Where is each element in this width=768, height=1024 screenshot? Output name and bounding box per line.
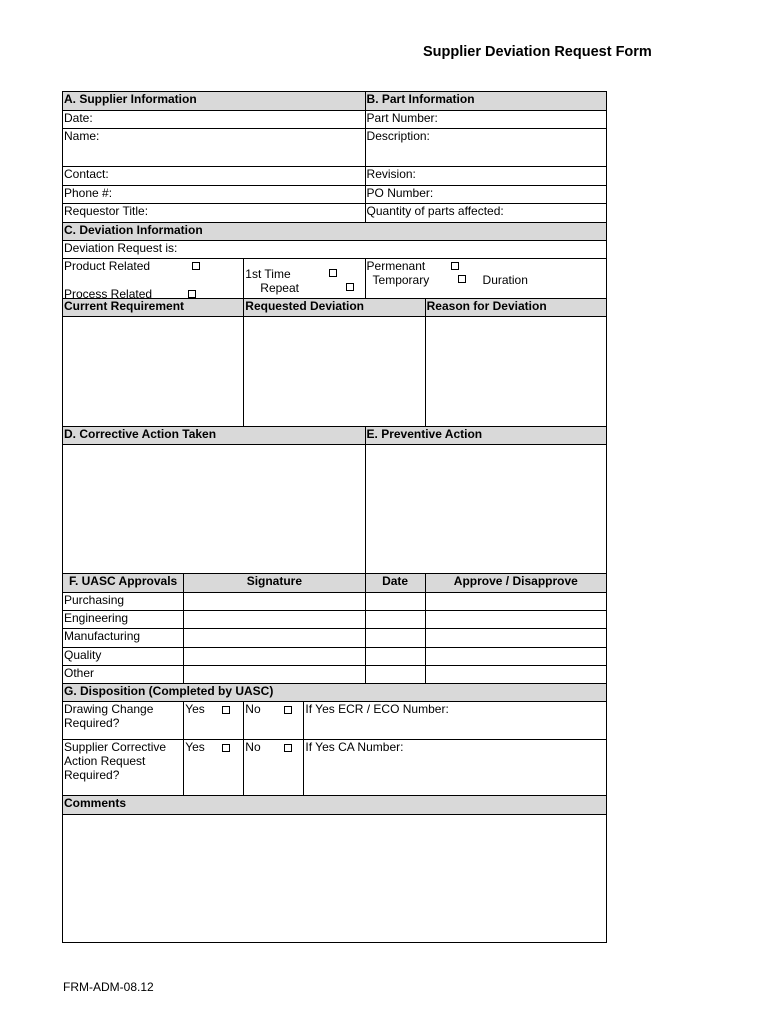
section-d-header: D. Corrective Action Taken [63,427,366,445]
section-g-header: G. Disposition (Completed by UASC) [63,684,607,702]
requestor-title-field[interactable]: Requestor Title: [63,204,366,223]
relation-options-cell [63,259,244,299]
section-e-header: E. Preventive Action [365,427,606,445]
date-field[interactable]: Date: [63,111,366,129]
approve-disapprove-cell[interactable] [425,593,606,611]
supplier-car-yes-checkbox[interactable] [222,744,230,752]
repeat-label: Repeat [260,281,299,295]
form-number: FRM-ADM-08.12 [63,980,154,994]
approval-date-cell[interactable] [365,648,425,666]
duration-label: Duration [482,273,528,287]
permanent-label: Permenant [366,259,426,273]
deviation-form-table [62,91,607,943]
part-number-field[interactable]: Part Number: [365,111,606,129]
yes-label: Yes [185,740,205,754]
approve-disapprove-cell[interactable] [425,611,606,629]
temporary-checkbox[interactable] [458,275,466,283]
permanent-checkbox[interactable] [451,262,459,270]
section-f-header: F. UASC Approvals [63,574,184,593]
preventive-action-area[interactable] [365,445,606,574]
approval-row-label: Manufacturing [63,629,184,648]
temporary-label: Temporary [372,273,430,287]
signature-cell[interactable] [184,629,365,648]
approval-row-label: Other [63,666,184,684]
duration-options-cell [365,259,606,299]
approval-date-cell[interactable] [365,629,425,648]
product-related-checkbox[interactable] [192,262,200,270]
supplier-car-no-cell [244,740,304,796]
signature-cell[interactable] [184,666,365,684]
approval-row-label: Quality [63,648,184,666]
approve-disapprove-cell[interactable] [425,648,606,666]
comments-area[interactable] [63,815,607,943]
signature-cell[interactable] [184,648,365,666]
product-related-label: Product Related [64,259,151,273]
current-requirement-area[interactable] [63,317,244,427]
first-time-label: 1st Time [245,267,291,281]
process-related-checkbox[interactable] [188,290,196,298]
drawing-change-label: Drawing Change Required? [63,702,184,740]
approval-date-cell[interactable] [365,666,425,684]
supplier-car-yes-cell [184,740,244,796]
ca-number-field[interactable]: If Yes CA Number: [304,740,607,796]
drawing-change-no-checkbox[interactable] [284,706,292,714]
corrective-action-area[interactable] [63,445,366,574]
approve-disapprove-cell[interactable] [425,629,606,648]
approval-date-cell[interactable] [365,611,425,629]
no-label: No [245,740,261,754]
section-b-header: B. Part Information [365,92,606,111]
reason-for-deviation-area[interactable] [425,317,606,427]
po-number-field[interactable]: PO Number: [365,186,606,204]
signature-cell[interactable] [184,593,365,611]
signature-cell[interactable] [184,611,365,629]
requested-deviation-area[interactable] [244,317,425,427]
phone-field[interactable]: Phone #: [63,186,366,204]
requested-deviation-header: Requested Deviation [244,299,425,317]
repeat-checkbox[interactable] [346,283,354,291]
description-field[interactable]: Description: [365,129,606,167]
drawing-change-yes-checkbox[interactable] [222,706,230,714]
approve-header: Approve / Disapprove [425,574,606,593]
approve-disapprove-cell[interactable] [425,666,606,684]
drawing-change-yes-cell [184,702,244,740]
section-c-header: C. Deviation Information [63,223,607,241]
approval-row-label: Purchasing [63,593,184,611]
revision-field[interactable]: Revision: [365,167,606,186]
drawing-change-no-cell [244,702,304,740]
supplier-car-label: Supplier Corrective Action Request Required? [63,740,184,796]
supplier-car-no-checkbox[interactable] [284,744,292,752]
no-label: No [245,702,261,716]
section-a-header: A. Supplier Information [63,92,366,111]
frequency-options-cell [244,259,365,299]
form-title: Supplier Deviation Request Form [423,44,652,60]
approval-row-label: Engineering [63,611,184,629]
date-header: Date [365,574,425,593]
approval-date-cell[interactable] [365,593,425,611]
quantity-field[interactable]: Quantity of parts affected: [365,204,606,223]
name-field[interactable]: Name: [63,129,366,167]
current-requirement-header: Current Requirement [63,299,244,317]
process-related-label: Process Related [64,287,153,299]
first-time-checkbox[interactable] [329,269,337,277]
comments-header: Comments [63,796,607,815]
signature-header: Signature [184,574,365,593]
reason-for-deviation-header: Reason for Deviation [425,299,606,317]
yes-label: Yes [185,702,205,716]
contact-field[interactable]: Contact: [63,167,366,186]
deviation-request-label: Deviation Request is: [63,241,607,259]
ecr-number-field[interactable]: If Yes ECR / ECO Number: [304,702,607,740]
